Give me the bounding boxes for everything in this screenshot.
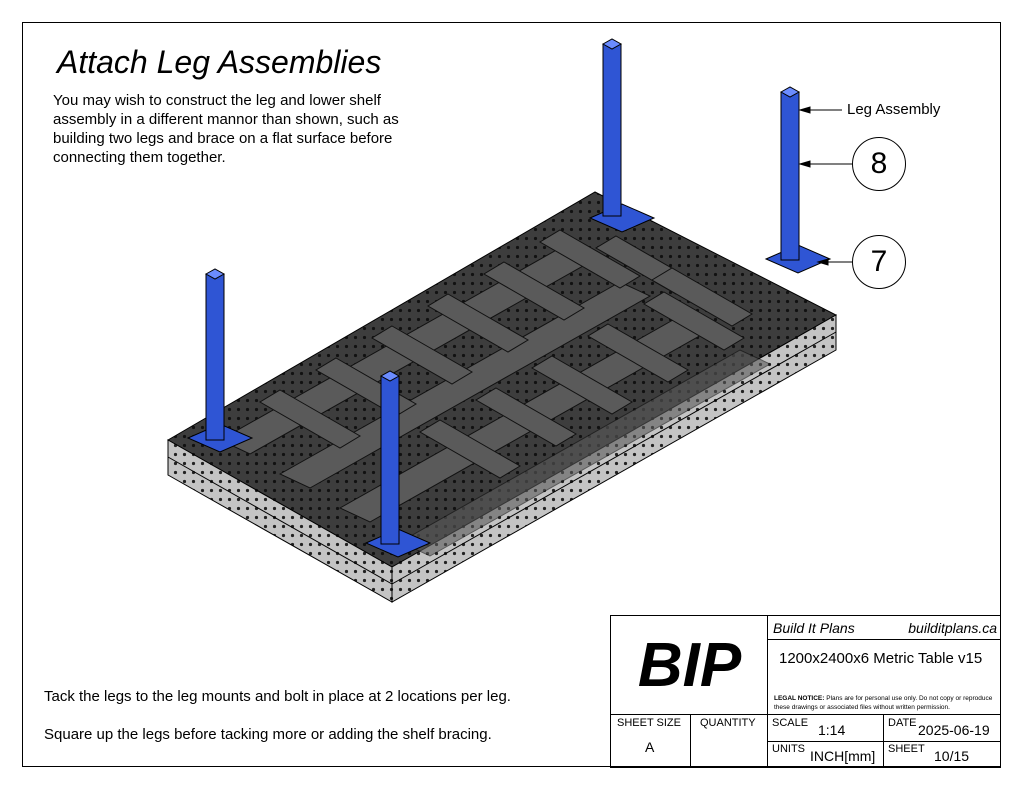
units-cell (767, 741, 884, 768)
leg-assembly-label: Leg Assembly (847, 101, 941, 118)
page-title: Attach Leg Assemblies (57, 44, 382, 80)
balloon-8: 8 (852, 137, 906, 191)
date-cell (883, 714, 1001, 742)
note-line-2: Square up the legs before tacking more or adding the shelf bracing. (44, 726, 492, 743)
scale-cell (767, 714, 884, 742)
sheet-cell (883, 741, 1001, 768)
scale-label: SCALE (772, 717, 809, 729)
units-value: INCH[mm] (810, 748, 876, 764)
sheet-size-label: SHEET SIZE (617, 717, 681, 729)
company-cell (767, 616, 1001, 640)
sheet-value: 10/15 (934, 748, 970, 764)
units-label: UNITS (772, 743, 805, 755)
drawing-title: 1200x2400x6 Metric Table v15 (779, 650, 983, 667)
date-value: 2025-06-19 (918, 722, 990, 738)
note-line-1: Tack the legs to the leg mounts and bolt in place at 2 locations per leg. (44, 688, 511, 705)
quantity-label: QUANTITY (700, 717, 756, 729)
legal-notice (774, 694, 994, 712)
balloon-7: 7 (852, 235, 906, 289)
sheet-size-value: A (645, 739, 655, 755)
title-block (610, 615, 1001, 768)
company-name: Build It Plans (773, 620, 855, 636)
callout-leaders (800, 107, 852, 265)
leg-right (766, 87, 830, 273)
scale-value: 1:14 (818, 722, 846, 738)
intro-text: You may wish to construct the leg and lower shelf assembly in a different mannor than shown, such as building two legs and brace on a flat surface before connecting them together. (53, 92, 399, 166)
date-label: DATE (888, 717, 917, 729)
website: builditplans.ca (908, 620, 997, 636)
sheet-size-cell (611, 714, 691, 768)
logo: BIP (637, 631, 742, 700)
logo-cell (611, 616, 768, 715)
legal-text: Plans are for personal use only. Do not copy or reproduce these drawings or associated files without written permission. (774, 695, 993, 711)
sheet-label: SHEET (888, 743, 925, 755)
legal-label: LEGAL NOTICE: (774, 695, 825, 702)
quantity-cell (690, 714, 768, 768)
